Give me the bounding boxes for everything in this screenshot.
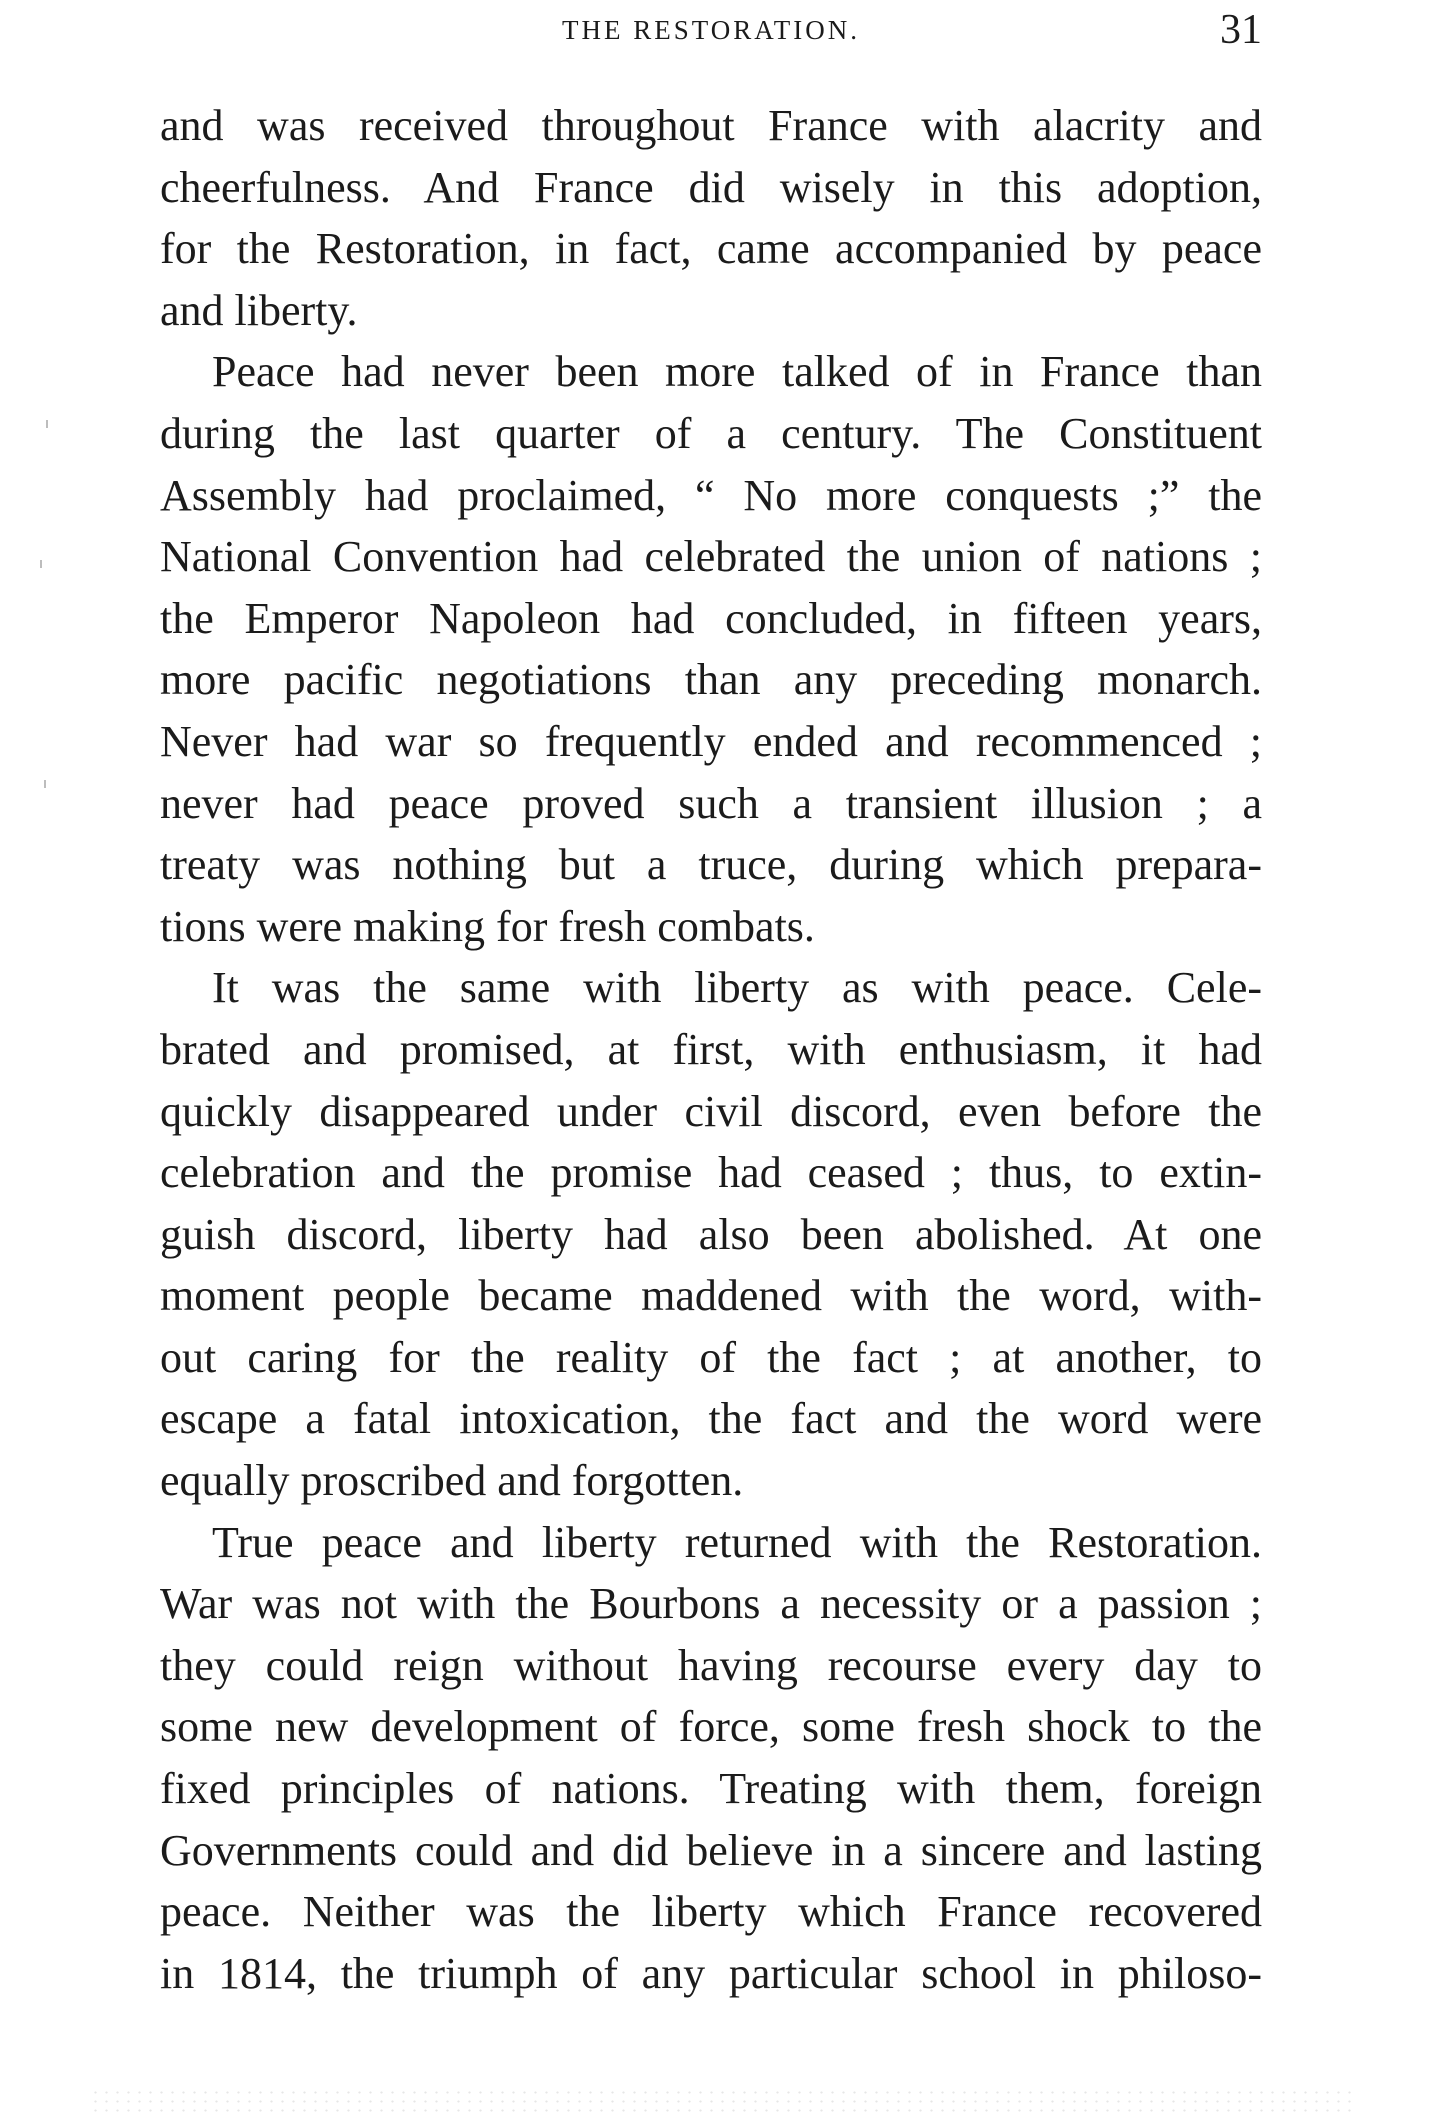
text-line: the Emperor Napoleon had concluded, in fifteen years, [160,593,1262,643]
text-line: guish discord, liberty had also been abolished. At one [160,1209,1262,1259]
text-line: and was received throughout France with alacrity and [160,101,1262,150]
text-line: True peace and liberty returned with the Restoration. [212,1517,1262,1567]
text-line: during the last quarter of a century. The Constituent [160,408,1262,458]
page-number: 31 [1220,7,1262,53]
text-line: brated and promised, at first, with enthusiasm, it had [160,1024,1262,1074]
text-line: treaty was nothing but a truce, during which prepara- [160,840,1262,890]
text-line: peace. Neither was the liberty which France recovered [160,1887,1262,1937]
text-line: cheerfulness. And France did wisely in this adoption, [160,162,1262,212]
margin-speck [46,420,48,428]
text-line: some new development of force, some fresh shock to the [160,1702,1262,1752]
text-line: celebration and the promise had ceased ; thus, to extin- [160,1148,1262,1198]
text-line: they could reign without having recourse every day to [160,1640,1262,1690]
text-line: Peace had never been more talked of in France than [212,347,1262,397]
margin-speck [44,780,46,788]
text-line: fixed principles of nations. Treating with them, foreign [160,1764,1262,1814]
text-line: tions were making for fresh combats. [160,901,815,951]
text-line: for the Restoration, in fact, came accompanied by peace [160,224,1262,274]
text-line: War was not with the Bourbons a necessity or a passion ; [160,1579,1262,1629]
text-line: more pacific negotiations than any preceding monarch. [160,655,1262,705]
text-line: equally proscribed and forgotten. [160,1456,744,1506]
margin-speck [40,560,42,568]
text-line: Assembly had proclaimed, “ No more conquests ;” the [160,470,1262,520]
text-line: out caring for the reality of the fact ; at another, to [160,1332,1262,1382]
text-line: National Convention had celebrated the union of nations ; [160,532,1262,582]
text-line: Governments could and did believe in a sincere and lasting [160,1825,1262,1875]
text-line: quickly disappeared under civil discord, even before the [160,1086,1262,1136]
text-line: Never had war so frequently ended and recommenced ; [160,716,1262,766]
text-line: never had peace proved such a transient illusion ; a [160,778,1262,828]
running-head [160,7,1262,60]
body-text [160,95,1262,2004]
page-edge-speckle [90,2088,1354,2118]
text-line: in 1814, the triumph of any particular school in philoso- [160,1948,1262,1998]
text-line: It was the same with liberty as with peace. Cele- [212,963,1262,1013]
running-title: THE RESTORATION. [561,15,860,45]
text-line: escape a fatal intoxication, the fact and the word were [160,1394,1262,1444]
text-line: and liberty. [160,285,358,335]
text-line: moment people became maddened with the word, with- [160,1271,1262,1321]
